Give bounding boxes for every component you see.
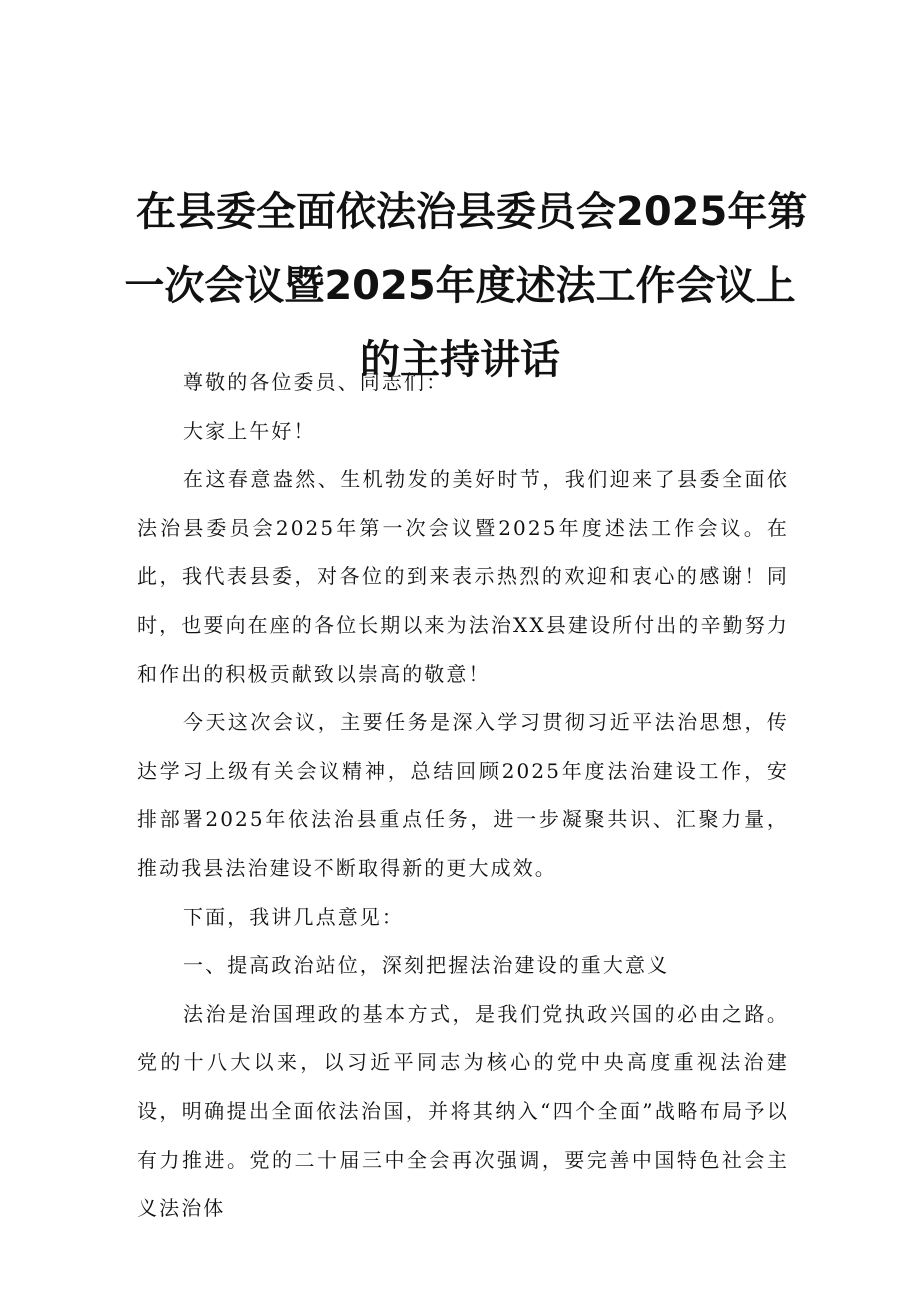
salutation: 尊敬的各位委员、同志们： — [183, 370, 449, 394]
paragraph-transition: 下面，我讲几点意见： — [183, 904, 404, 929]
title-line-1: 在县委全面依法治县委员会2025年第 — [136, 188, 808, 235]
section-heading-1: 一、提高政治站位，深刻把握法治建设的重大意义 — [183, 953, 670, 978]
greeting: 大家上午好！ — [183, 418, 316, 443]
paragraph-meeting-tasks: 今天这次会议，主要任务是深入学习贯彻习近平法治思想，传达学习上级有关会议精神，总结回顾2025年度法治建设工作，安排部署2025年依法治县重点任务，进一步凝聚共识、汇聚力量，推动我县法治建设不断取得新的更大成效。 — [137, 710, 789, 880]
title-line-3: 的主持讲话 — [360, 336, 560, 383]
paragraph-opening: 在这春意盎然、生机勃发的美好时节，我们迎来了县委全面依法治县委员会2025年第一次会议暨2025年度述法工作会议。在此，我代表县委，对各位的到来表示热烈的欢迎和衷心的感谢！同时，也要向在座的各位长期以来为法治XX县建设所付出的辛勤努力和作出的积极贡献致以崇高的敬意！ — [137, 467, 789, 686]
paragraph-rule-of-law: 法治是治国理政的基本方式，是我们党执政兴国的必由之路。党的十八大以来，以习近平同志为核心的党中央高度重视法治建设，明确提出全面依法治国，并将其纳入“四个全面”战略布局予以有力推进。党的二十届三中全会再次强调，要完善中国特色社会主义法治体 — [137, 1001, 789, 1221]
document-body — [137, 358, 789, 1233]
title-line-2: 一次会议暨2025年度述法工作会议上 — [124, 262, 796, 309]
